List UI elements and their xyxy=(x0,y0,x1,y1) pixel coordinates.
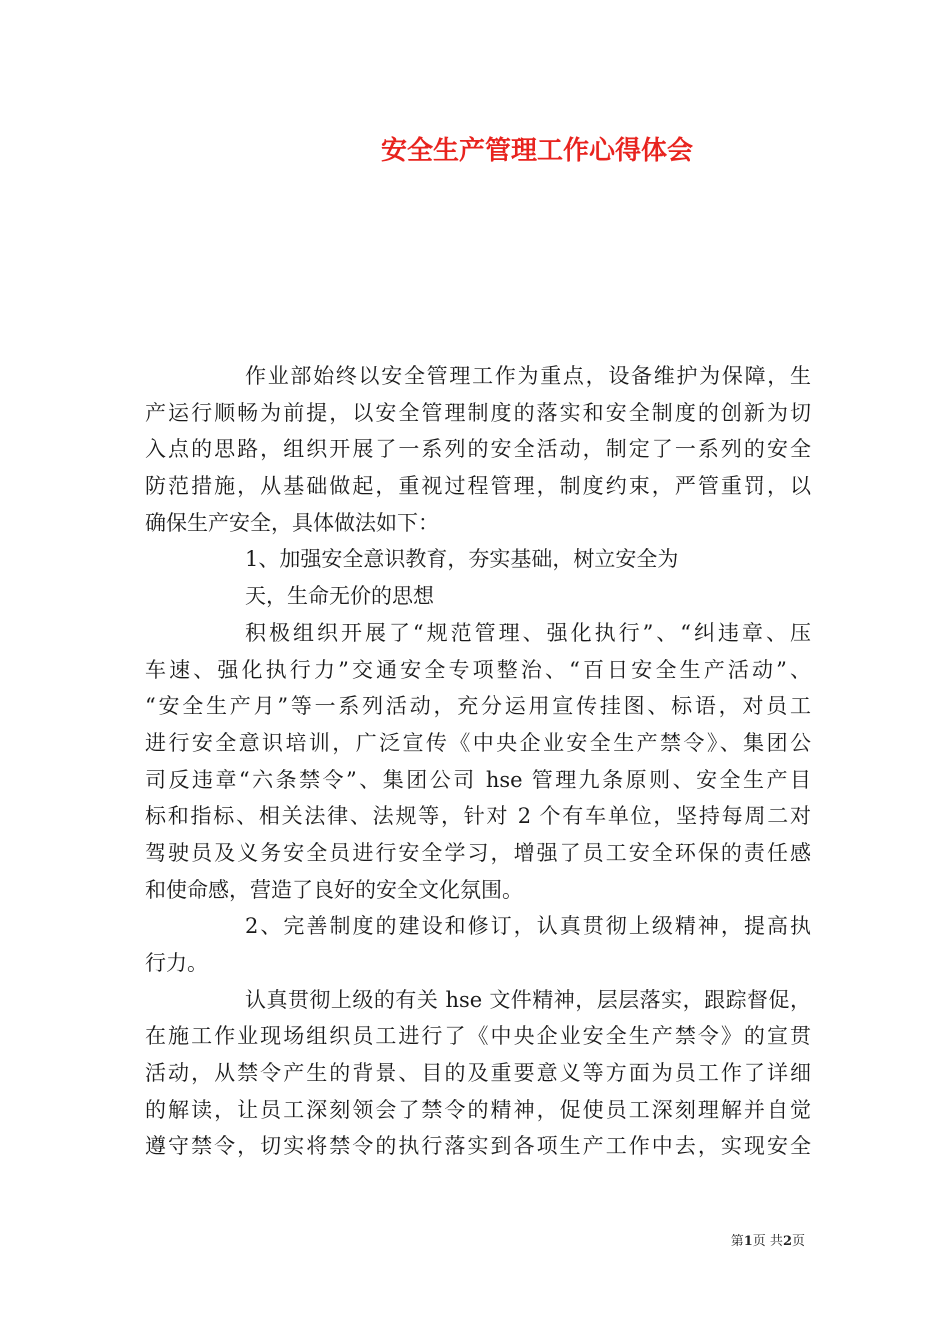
text-line: 认真贯彻上级的有关 hse 文件精神，层层落实，跟踪督促， xyxy=(245,987,811,1012)
footer-prefix: 第 xyxy=(730,1234,744,1249)
text-line: 在施工作业现场组织员工进行了《中央企业安全生产禁令》的宣贯 xyxy=(145,1024,811,1049)
footer-suffix: 页 xyxy=(791,1234,805,1249)
footer-total-pages: 2 xyxy=(782,1234,792,1249)
text-line: 标和指标、相关法律、法规等，针对 2 个有车单位，坚持每周二对 xyxy=(145,804,811,829)
text-line: 车速、强化执行力”交通安全专项整治、“百日安全生产活动”、 xyxy=(145,657,811,682)
text-line: 作业部始终以安全管理工作为重点，设备维护为保障，生 xyxy=(245,364,811,388)
page-footer xyxy=(0,1233,805,1251)
text-line: 1、加强安全意识教育，夯实基础，树立安全为 xyxy=(245,547,679,572)
text-line: 遵守禁令，切实将禁令的执行落实到各项生产工作中去，实现安全 xyxy=(145,1134,811,1159)
text-line: “安全生产月”等一系列活动，充分运用宣传挂图、标语，对员工 xyxy=(145,694,811,719)
text-line: 2、完善制度的建设和修订，认真贯彻上级精神，提高执 xyxy=(245,914,811,939)
text-line: 的解读，让员工深刻领会了禁令的精神，促使员工深刻理解并自觉 xyxy=(145,1097,811,1122)
text-line: 司反违章“六条禁令”、集团公司 hse 管理九条原则、安全生产目 xyxy=(145,767,811,792)
text-line: 进行安全意识培训，广泛宣传《中央企业安全生产禁令》、集团公 xyxy=(145,730,811,755)
text-line: 和使命感，营造了良好的安全文化氛围。 xyxy=(145,877,523,902)
text-line: 活动，从禁令产生的背景、目的及重要意义等方面为员工作了详细 xyxy=(145,1061,811,1086)
text-line: 防范措施，从基础做起，重视过程管理，制度约束，严管重罚，以 xyxy=(145,474,811,499)
text-line: 确保生产安全，具体做法如下： xyxy=(145,510,439,535)
text-line: 产运行顺畅为前提，以安全管理制度的落实和安全制度的创新为切 xyxy=(145,400,811,425)
footer-middle: 页 共 xyxy=(752,1234,783,1249)
text-line: 驾驶员及义务安全员进行安全学习，增强了员工安全环保的责任感 xyxy=(145,840,811,865)
text-line: 积极组织开展了“规范管理、强化执行”、“纠违章、压 xyxy=(245,620,811,645)
document-body xyxy=(145,358,811,1165)
footer-current-page: 1 xyxy=(743,1234,753,1249)
document-title: 安全生产管理工作心得体会 xyxy=(380,136,693,166)
text-line: 天，生命无价的思想 xyxy=(245,584,434,609)
text-line: 行力。 xyxy=(145,951,208,975)
text-line: 入点的思路，组织开展了一系列的安全活动，制定了一系列的安全 xyxy=(145,437,811,462)
